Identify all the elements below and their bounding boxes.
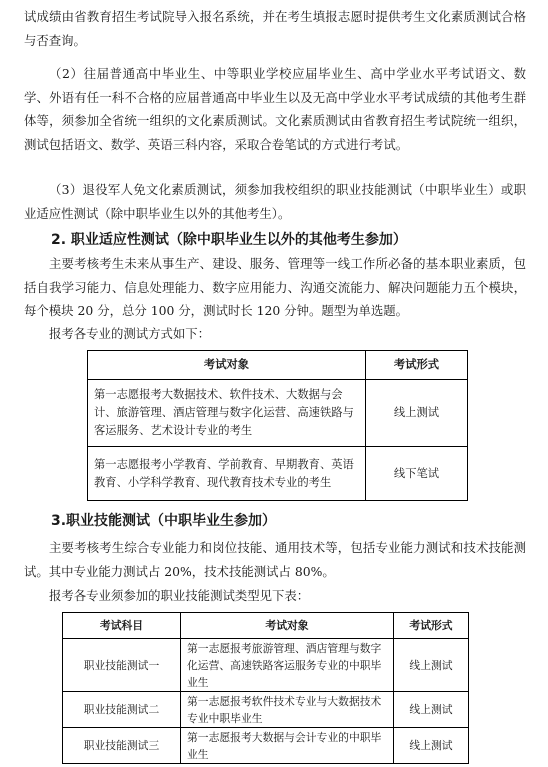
table-cell-subject: 职业技能测试三 [63, 728, 181, 764]
table-row [63, 692, 469, 728]
table-cell-format: 线下笔试 [366, 447, 468, 501]
table-header-cell: 考试对象 [181, 613, 394, 639]
paragraph-score-import: 试成绩由省教育招生考试院导入报名系统，并在考生填报志愿时提供考生文化素质测试合格与否查询。 [24, 9, 526, 48]
table-row [63, 639, 469, 692]
table-cell-format: 线上测试 [394, 728, 469, 764]
adaptability-test-table [87, 350, 468, 501]
table-cell-subject: 职业技能测试一 [63, 639, 181, 692]
table-header-cell: 考试形式 [394, 613, 469, 639]
paragraph-skills-content: 主要考核考生综合专业能力和岗位技能、通用技术等，包括专业能力测试和技术技能测试。其中专业能力测试占 20%，技术技能测试占 80%。 [24, 540, 526, 579]
table-header-cell: 考试对象 [88, 351, 366, 380]
table-cell-format: 线上测试 [366, 380, 468, 447]
table-row [88, 380, 468, 447]
paragraph-adaptability-content: 主要考核考生未来从事生产、建设、服务、管理等一线工作所必备的基本职业素质，包括自我学习能力、信息处理能力、数字应用能力、沟通交流能力、解决问题能力五个模块，每个模块 20 分，总分 100 分，测试时长 120 分钟。题型为单选题。 [24, 256, 526, 318]
table-cell-target: 第一志愿报考软件技术专业与大数据技术专业中职毕业生 [181, 692, 394, 728]
table-cell-target: 第一志愿报考大数据与会计专业的中职毕业生 [181, 728, 394, 764]
paragraph-skills-types-intro: 报考各专业须参加的职业技能测试类型见下表： [49, 588, 310, 603]
table-cell-target: 第一志愿报考大数据技术、软件技术、大数据与会计、旅游管理、酒店管理与数字化运营、高速铁路与客运服务、艺术设计专业的考生 [88, 380, 366, 447]
table-cell-target: 第一志愿报考小学教育、学前教育、早期教育、英语教育、小学科学教育、现代教育技术专业的考生 [88, 447, 366, 501]
table-header-cell: 考试科目 [63, 613, 181, 639]
table-header-cell: 考试形式 [366, 351, 468, 380]
section-heading-adaptability-test: 2. 职业适应性测试（除中职毕业生以外的其他考生参加） [51, 232, 407, 248]
skills-test-table [62, 612, 469, 764]
paragraph-veterans: （3）退役军人免文化素质测试，须参加我校组织的职业技能测试（中职毕业生）或职业适应性测试（除中职毕业生以外的其他考生）。 [24, 182, 526, 221]
paragraph-culture-test: （2）往届普通高中毕业生、中等职业学校应届毕业生、高中学业水平考试语文、数学、外语有任一科不合格的应届普通高中毕业生以及无高中学业水平考试成绩的其他考生群体等，须参加全省统一组织的文化素质测试。文化素质测试由省教育招生考试院统一组织，测试包括语文、数学、英语三科内容，采取合卷笔试的方式进行考试。 [24, 66, 526, 152]
paragraph-test-methods-intro: 报考各专业的测试方式如下： [49, 326, 211, 341]
table-header-row [88, 351, 468, 380]
section-heading-skills-test: 3.职业技能测试（中职毕业生参加） [51, 513, 277, 529]
table-row [63, 728, 469, 764]
table-cell-subject: 职业技能测试二 [63, 692, 181, 728]
table-cell-format: 线上测试 [394, 639, 469, 692]
table-row [88, 447, 468, 501]
table-cell-target: 第一志愿报考旅游管理、酒店管理与数字化运营、高速铁路客运服务专业的中职毕业生 [181, 639, 394, 692]
table-header-row [63, 613, 469, 639]
table-cell-format: 线上测试 [394, 692, 469, 728]
